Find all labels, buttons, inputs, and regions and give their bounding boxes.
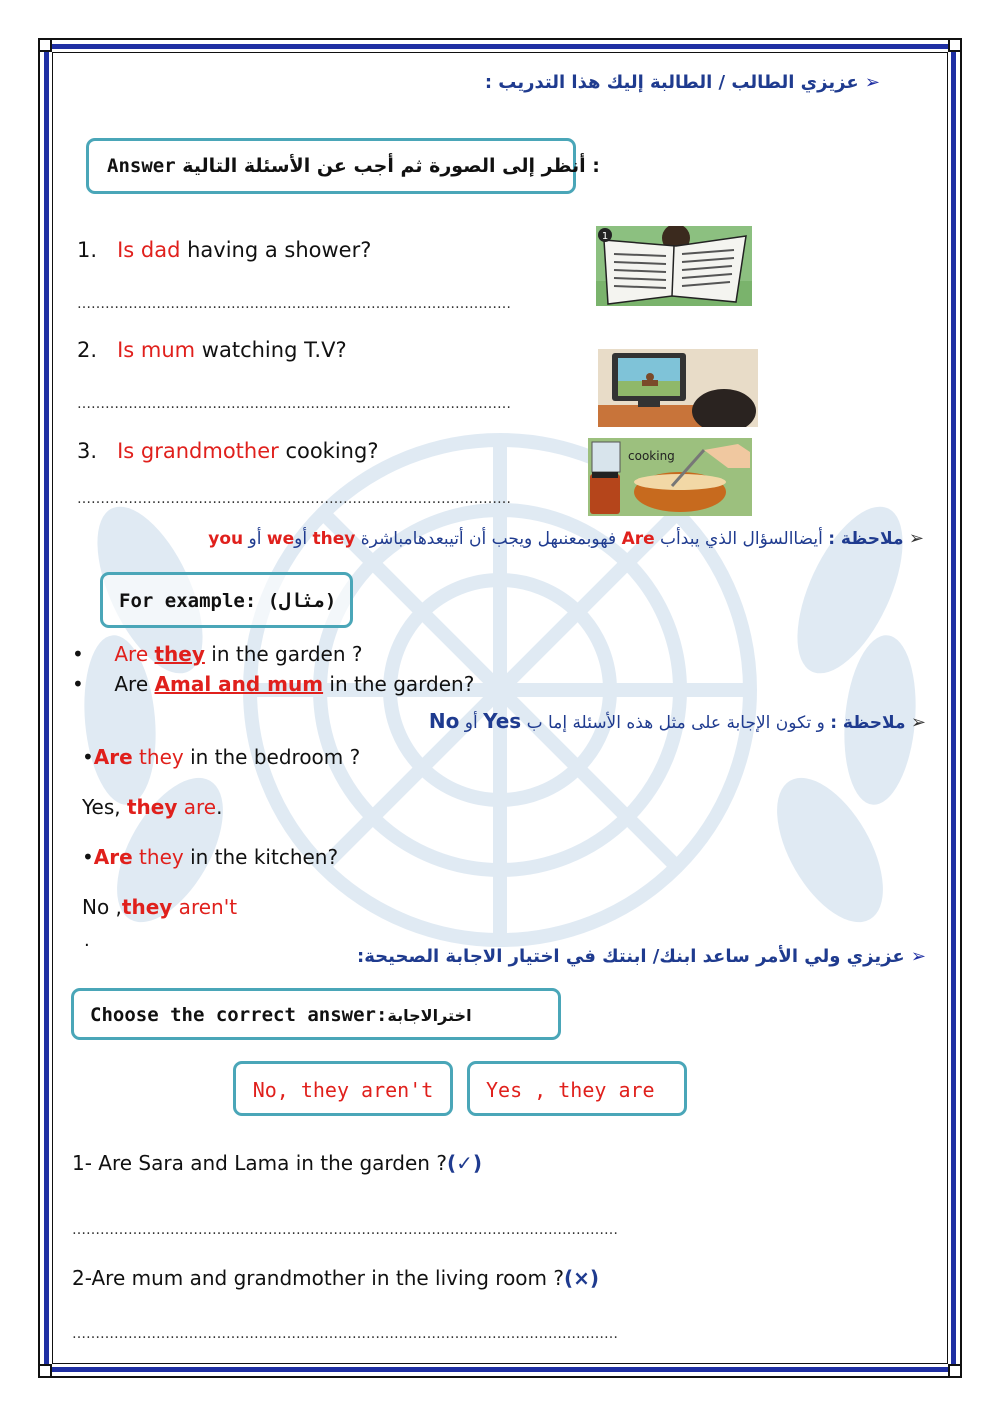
example-item: • Are they in the garden ?	[72, 642, 363, 666]
corner-ornament	[38, 38, 52, 52]
mum-watching-tv-image	[598, 349, 758, 427]
note-are-usage: ➢ ملاحظة : أيضاالسؤال الذي يبدأب Are فهوبمعنىهل ويجب أن أتيبعدهامباشرة they أوwe أو you	[208, 528, 924, 549]
dad-reading-newspaper-image	[596, 226, 752, 306]
check-mark-icon: (✓)	[446, 1151, 482, 1175]
corner-ornament	[38, 1364, 52, 1378]
answer-line[interactable]: …………………………………………………………………………………	[77, 396, 511, 412]
choose-answer-box: Choose the correct answer:اخترالاجابة	[71, 988, 561, 1040]
dialog-line: •Are they in the bedroom ?	[82, 745, 361, 769]
answer-line[interactable]: ………………………………………………………………………………………………………	[72, 1222, 618, 1238]
dialog-line: Yes, they are.	[82, 795, 223, 819]
answer-line[interactable]: …………………………………………………………………………………	[77, 296, 511, 312]
dialog-line: No ,they aren't	[82, 895, 238, 919]
grandmother-cooking-image	[588, 438, 752, 516]
cross-mark-icon: (×)	[564, 1266, 600, 1290]
svg-text:cooking: cooking	[628, 449, 675, 463]
dialog-line: •Are they in the kitchen?	[82, 845, 339, 869]
arrow-bullet-icon: ➢	[864, 72, 880, 93]
question-1: 1. Is dad having a shower?	[77, 238, 372, 262]
exercise-2: 2-Are mum and grandmother in the living room ?(×)	[72, 1266, 600, 1290]
corner-ornament	[948, 1364, 962, 1378]
example-box: For example: (مثال)	[100, 572, 353, 628]
answer-line[interactable]: ………………………………………………………………………………………………………	[72, 1326, 618, 1342]
arrow-bullet-icon: ➢	[908, 528, 924, 549]
question-2: 2. Is mum watching T.V?	[77, 338, 347, 362]
corner-ornament	[948, 38, 962, 52]
question-3: 3. Is grandmother cooking?	[77, 439, 379, 463]
note-yes-no: ➢ ملاحظة : و تكون الإجابة على مثل هذه الأسئلة إما ب Yes أو No	[428, 709, 926, 733]
option-no-they-arent[interactable]: No, they aren't	[233, 1061, 453, 1116]
svg-text:1: 1	[601, 231, 609, 242]
example-list	[72, 642, 474, 696]
answer-instructions-box: : أنظر إلى الصورة ثم أجب عن الأسئلة التالية Answer	[86, 138, 576, 194]
arrow-bullet-icon: ➢	[910, 712, 926, 733]
exercise-1: 1- Are Sara and Lama in the garden ?(✓)	[72, 1151, 482, 1175]
answer-line[interactable]: …………………………………………………………………………………	[77, 491, 511, 507]
instruction-top: ➢ عزيزي الطالب / الطالبة إليك هذا التدريب :	[484, 72, 880, 93]
stray-dot: .	[84, 930, 90, 951]
option-yes-they-are[interactable]: Yes , they are	[467, 1061, 687, 1116]
example-item: • Are Amal and mum in the garden?	[72, 672, 475, 696]
arrow-bullet-icon: ➢	[910, 946, 926, 967]
instruction-bottom: ➢ عزيزي ولي الأمر ساعد ابنك/ ابنتك في اختيار الاجابة الصحيحة:	[357, 946, 926, 967]
